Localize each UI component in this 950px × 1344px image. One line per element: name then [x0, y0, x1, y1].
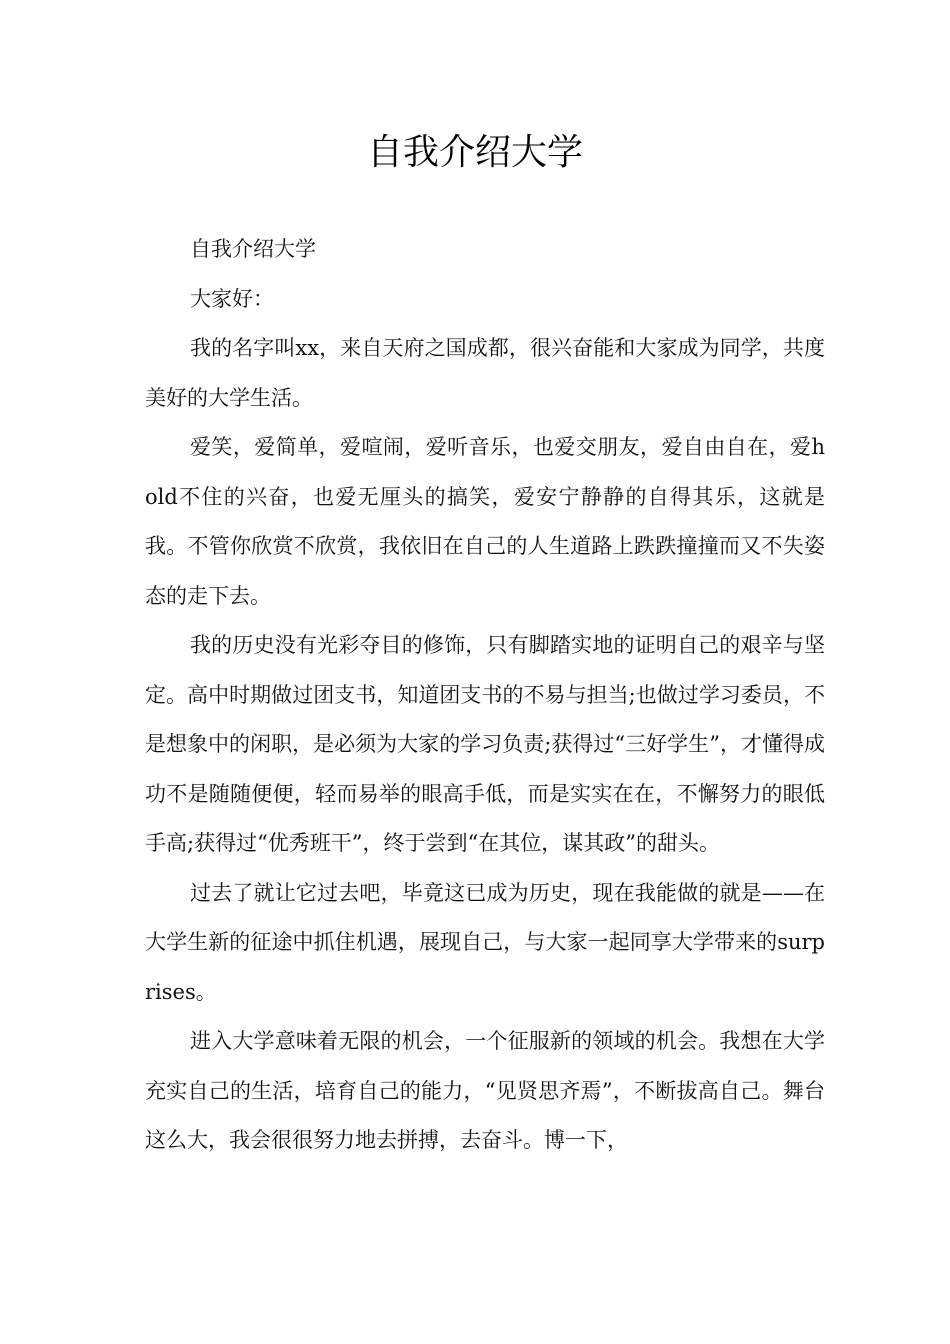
- paragraph: 我的名字叫xx，来自天府之国成都，很兴奋能和大家成为同学，共度美好的大学生活。: [145, 336, 825, 410]
- document-body: [145, 225, 825, 1166]
- paragraph-greeting: 大家好：: [190, 286, 274, 311]
- document-title: 自我介绍大学: [366, 132, 583, 173]
- paragraph: 爱笑，爱简单，爱喧闹，爱听音乐，也爱交朋友，爱自由自在，爱hold不住的兴奋，也爱无厘头的搞笑，爱安宁静静的自得其乐，这就是我。不管你欣赏不欣赏，我依旧在自己的人生道路上跌跌撞撞而又不失姿态的走下去。: [145, 435, 825, 608]
- paragraph-heading: 自我介绍大学: [190, 237, 316, 261]
- paragraph: 过去了就让它过去吧，毕竟这已成为历史，现在我能做的就是——在大学生新的征途中抓住机遇，展现自己，与大家一起同享大学带来的surprises。: [145, 880, 825, 1004]
- paragraph: 我的历史没有光彩夺目的修饰，只有脚踏实地的证明自己的艰辛与坚定。高中时期做过团支书，知道团支书的不易与担当;也做过学习委员，不是想象中的闲职，是必须为大家的学习负责;获得过“三好学生”，才懂得成功不是随随便便，轻而易举的眼高手低，而是实实在在，不懈努力的眼低手高;获得过“优秀班干”，终于尝到“在其位，谋其政”的甜头。: [145, 633, 825, 855]
- paragraph: 进入大学意味着无限的机会，一个征服新的领域的机会。我想在大学充实自己的生活，培育自己的能力，“见贤思齐焉”，不断拔高自己。舞台这么大，我会很很努力地去拼搏，去奋斗。博一下，: [145, 1029, 825, 1152]
